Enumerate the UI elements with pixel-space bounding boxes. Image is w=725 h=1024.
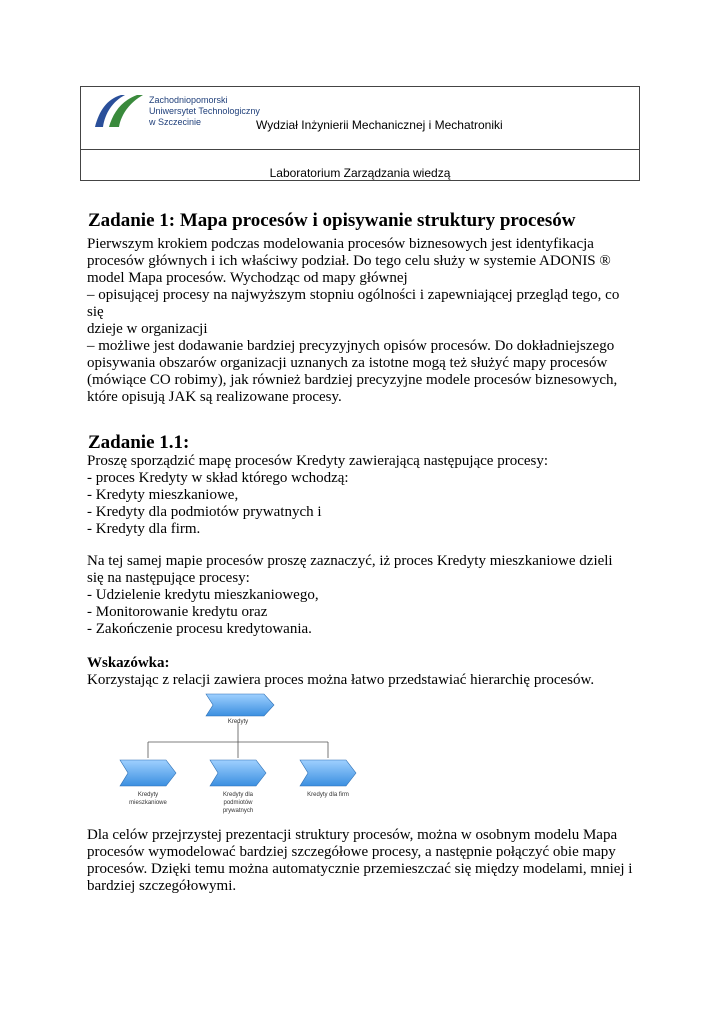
text-line: dzieje w organizacji xyxy=(87,321,208,337)
text-line: (mówiące CO robimy), jak również bardziej precyzyjne modele procesów biznesowych, xyxy=(87,372,618,388)
list-item: - Kredyty mieszkaniowe, xyxy=(87,487,239,503)
university-line-3: w Szczecinie xyxy=(149,117,202,127)
closing-paragraph xyxy=(87,827,639,895)
text-line: Na tej samej mapie procesów proszę zaznaczyć, iż proces Kredyty mieszkaniowe dzieli xyxy=(87,553,613,569)
connector-lines xyxy=(148,722,328,758)
text-line: które opisują JAK są realizowane procesy. xyxy=(87,389,342,405)
process-label-line: Kredyty xyxy=(137,792,159,798)
process-chevron-shape xyxy=(206,694,274,716)
lab-name: Laboratorium Zarządzania wiedzą xyxy=(269,166,451,180)
task11-list-2 xyxy=(87,553,639,638)
header-table xyxy=(80,86,640,181)
header-row-bottom xyxy=(81,149,639,181)
header-row-top xyxy=(81,87,639,150)
task1-paragraph xyxy=(87,236,639,406)
text-line: – opisującej procesy na najwyższym stopniu ogólności i zapewniającej przegląd tego, co się xyxy=(87,287,620,320)
process-label-root: Kredyty xyxy=(227,719,249,725)
text-line: model Mapa procesów. Wychodząc od mapy głównej xyxy=(87,270,408,286)
text-line: bardziej szczegółowymi. xyxy=(87,878,237,894)
list-item: - Zakończenie procesu kredytowania. xyxy=(87,621,312,637)
task11-title: Zadanie 1.1: xyxy=(88,432,190,453)
process-chevron-shape xyxy=(210,760,266,786)
list-item: - Kredyty dla firm. xyxy=(87,521,201,537)
text-line: się na następujące procesy: xyxy=(87,570,250,586)
process-chevron-shape xyxy=(300,760,356,786)
faculty-name: Wydział Inżynierii Mechanicznej i Mechatroniki xyxy=(256,118,503,132)
list-item: - proces Kredyty w skład którego wchodzą: xyxy=(87,470,349,486)
task1-title: Zadanie 1: Mapa procesów i opisywanie struktury procesów xyxy=(88,210,576,231)
university-logo xyxy=(91,91,261,139)
process-chevron-shape xyxy=(120,760,176,786)
process-root xyxy=(206,694,274,725)
text-line: procesów. Dzięki temu można automatycznie przemieszczać się między modelami, mniej i xyxy=(87,861,633,877)
process-label-line: mieszkaniowe xyxy=(129,800,167,806)
hint-text: Korzystając z relacji zawiera proces można łatwo przedstawiać hierarchię procesów. xyxy=(87,672,595,688)
process-label-line: prywatnych xyxy=(222,808,254,814)
list-item: - Kredyty dla podmiotów prywatnych i xyxy=(87,504,322,520)
university-line-2: Uniwersytet Technologiczny xyxy=(149,106,260,116)
task11-list xyxy=(87,453,639,538)
text-line: opisywania obszarów organizacji uznanych za istotne mogą też służyć mapy procesów xyxy=(87,355,608,371)
process-child-1 xyxy=(120,760,176,806)
logo-emblem-icon xyxy=(91,91,147,131)
text-line: Pierwszym krokiem podczas modelowania procesów biznesowych jest identyfikacja xyxy=(87,236,594,252)
text-line: Dla celów przejrzystej prezentacji struktury procesów, można w osobnym modelu Mapa xyxy=(87,827,618,843)
text-line: – możliwe jest dodawanie bardziej precyzyjnych opisów procesów. Do dokładniejszego xyxy=(87,338,615,354)
process-label-line: Kredyty dla firm xyxy=(307,792,349,798)
text-line: Proszę sporządzić mapę procesów Kredyty zawierającą następujące procesy: xyxy=(87,453,549,469)
university-name xyxy=(149,95,260,128)
text-line: procesów wymodelować bardziej szczegółowe procesy, a następnie połączyć obie mapy xyxy=(87,844,616,860)
process-label-line: podmiotów xyxy=(223,800,253,806)
process-child-2 xyxy=(210,760,266,814)
process-map-diagram xyxy=(118,690,368,825)
text-line: procesów głównych i ich właściwy podział. Do tego celu służy w systemie ADONIS ® xyxy=(87,253,611,269)
hint-label: Wskazówka: xyxy=(87,655,170,671)
list-item: - Monitorowanie kredytu oraz xyxy=(87,604,268,620)
university-line-1: Zachodniopomorski xyxy=(149,95,228,105)
process-label-line: Kredyty dla xyxy=(222,792,254,798)
list-item: - Udzielenie kredytu mieszkaniowego, xyxy=(87,587,319,603)
process-child-3 xyxy=(300,760,356,798)
